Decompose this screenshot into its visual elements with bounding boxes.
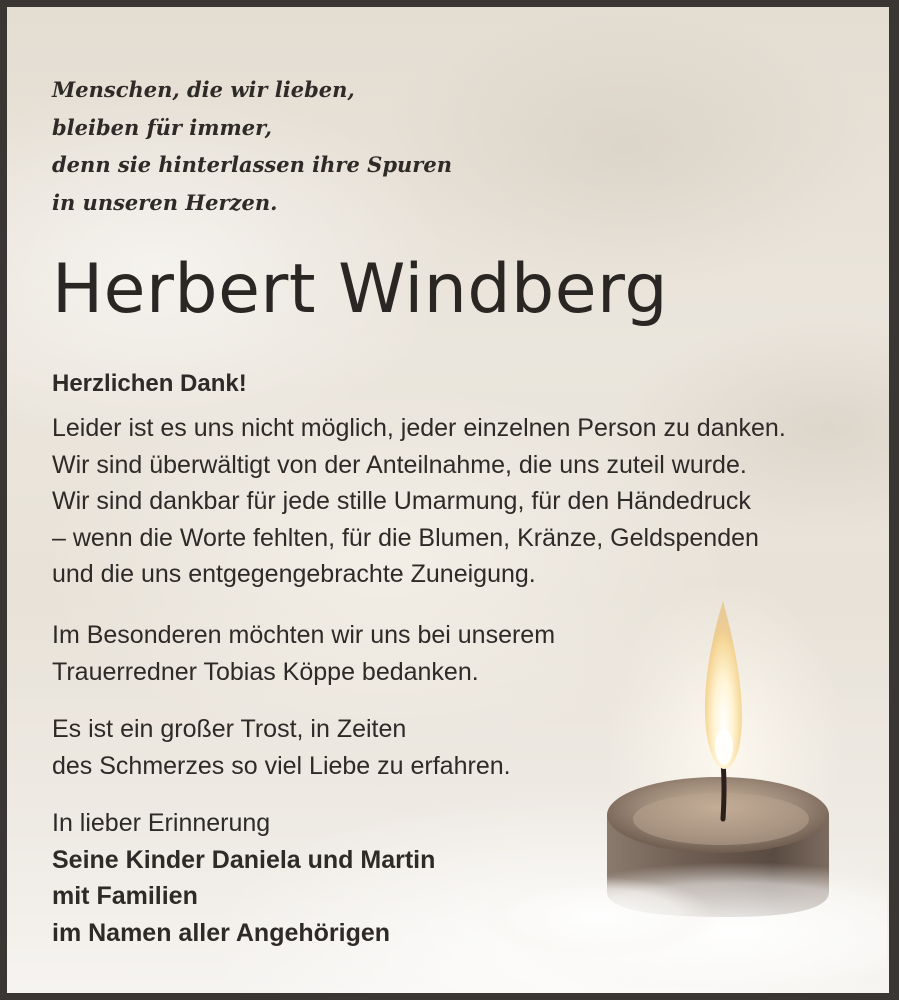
motto-verse bbox=[52, 71, 452, 221]
thanks-heading: Herzlichen Dank! bbox=[52, 370, 247, 397]
thanks-paragraph bbox=[52, 410, 786, 593]
paragraph-line: Trauerredner Tobias Köppe bedanken. bbox=[52, 657, 479, 686]
motto-line: denn sie hinterlassen ihre Spuren bbox=[52, 152, 452, 177]
paragraph-line: Es ist ein großer Trost, in Zeiten bbox=[52, 715, 407, 743]
paragraph-line: Wir sind überwältigt von der Anteilnahme, die uns zuteil wurde. bbox=[52, 450, 747, 479]
paragraph-line: des Schmerzes so viel Liebe zu erfahren. bbox=[52, 751, 511, 780]
comfort-paragraph bbox=[52, 711, 511, 784]
motto-line: bleiben für immer, bbox=[52, 114, 272, 140]
signature-line: mit Familien bbox=[52, 882, 198, 910]
signature-block bbox=[52, 805, 435, 951]
signature-line: im Namen aller Angehörigen bbox=[52, 918, 391, 947]
signature-intro: In lieber Erinnerung bbox=[52, 809, 271, 837]
paragraph-line: Im Besonderen möchten wir uns bei unserem bbox=[52, 621, 556, 649]
paragraph-line: – wenn die Worte fehlten, für die Blumen, Kränze, Geldspenden bbox=[52, 523, 759, 552]
signature-line: Seine Kinder Daniela und Martin bbox=[52, 845, 436, 874]
paragraph-line: Leider ist es uns nicht möglich, jeder einzelnen Person zu danken. bbox=[52, 414, 786, 442]
paragraph-line: und die uns entgegengebrachte Zuneigung. bbox=[52, 560, 536, 588]
deceased-name: Herbert Windberg bbox=[52, 250, 668, 329]
special-thanks-paragraph bbox=[52, 617, 555, 690]
motto-line: Menschen, die wir lieben, bbox=[52, 77, 355, 102]
candle-icon bbox=[487, 587, 887, 987]
paragraph-line: Wir sind dankbar für jede stille Umarmung, für den Händedruck bbox=[52, 487, 751, 515]
motto-line: in unseren Herzen. bbox=[52, 189, 278, 215]
